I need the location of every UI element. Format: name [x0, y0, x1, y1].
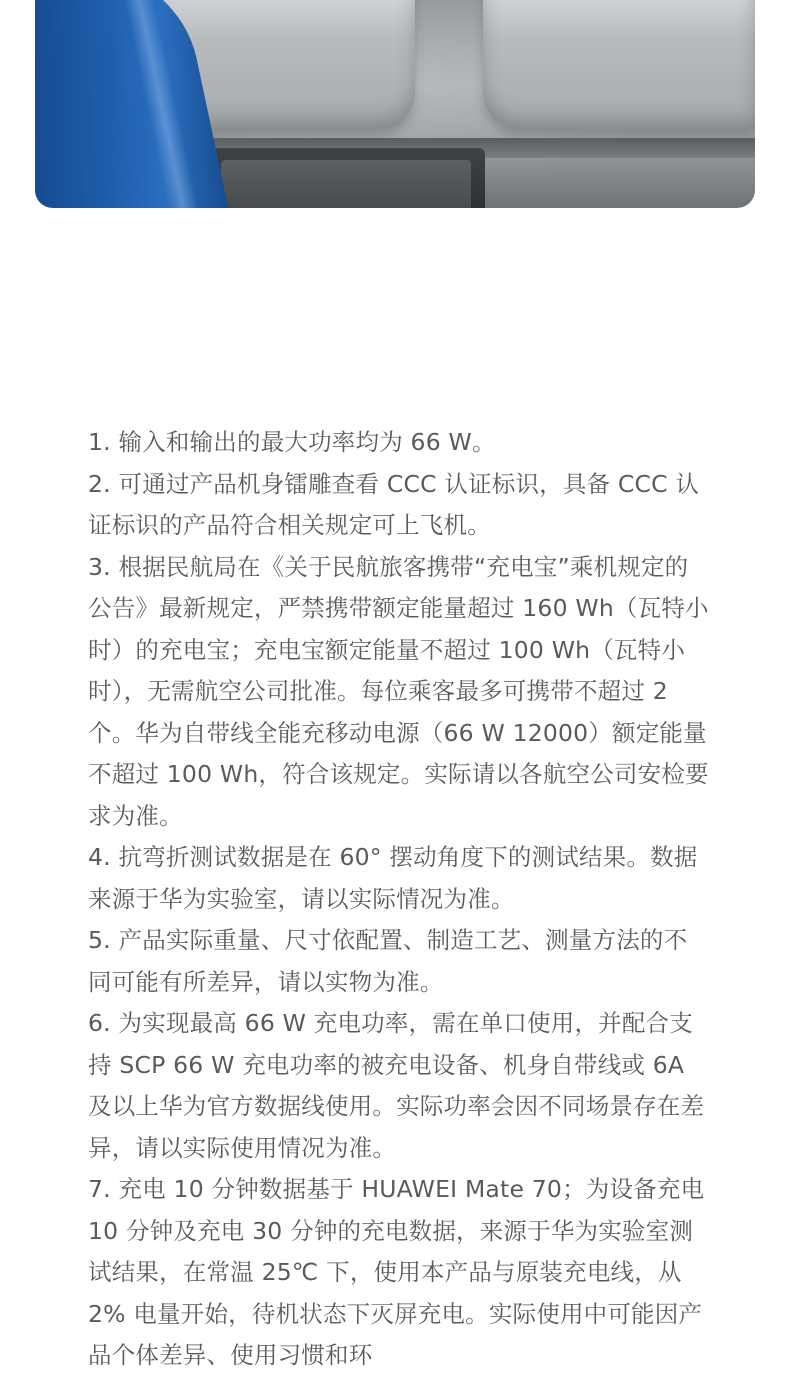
hero-cabin-image — [35, 0, 755, 208]
footnote-5: 5. 产品实际重量、尺寸依配置、制造工艺、测量方法的不同可能有所差异，请以实物为准。 — [88, 926, 688, 996]
footnote-7: 7. 充电 10 分钟数据基于 HUAWEI Mate 70；为设备充电 10 分钟及充电 30 分钟的充电数据，来源于华为实验室测试结果，在常温 25℃ 下，使用本产品与原装充电线，从 2% 电量开始，待机状态下灭屏充电。实际使用中可能因产品个体差异、使用习惯和环 — [88, 1175, 705, 1369]
cabin-window-right — [483, 0, 755, 130]
footnote-1: 1. 输入和输出的最大功率均为 66 W。 — [88, 428, 496, 456]
footnotes-list — [88, 422, 710, 1377]
footnote-2: 2. 可通过产品机身镭雕查看 CCC 认证标识，具备 CCC 认证标识的产品符合相关规定可上飞机。 — [88, 469, 700, 539]
footnote-6: 6. 为实现最高 66 W 充电功率，需在单口使用，并配合支持 SCP 66 W 充电功率的被充电设备、机身自带线或 6A 及以上华为官方数据线使用。实际功率会因不同场景存在差异，请以实际使用情况为准。 — [88, 1009, 705, 1162]
seat-tray-inner — [221, 160, 471, 208]
footnote-3: 3. 根据民航局在《关于民航旅客携带“充电宝”乘机规定的公告》最新规定，严禁携带额定能量超过 160 Wh（瓦特小时）的充电宝；充电宝额定能量不超过 100 Wh（瓦特小时），无需航空公司批准。每位乘客最多可携带不超过 2 个。华为自带线全能充移动电源（66 W 12000）额定能量不超过 100 Wh，符合该规定。实际请以各航空公司安检要求为准。 — [88, 552, 709, 830]
footnote-4: 4. 抗弯折测试数据是在 60° 摆动角度下的测试结果。数据来源于华为实验室，请以实际情况为准。 — [88, 843, 698, 913]
